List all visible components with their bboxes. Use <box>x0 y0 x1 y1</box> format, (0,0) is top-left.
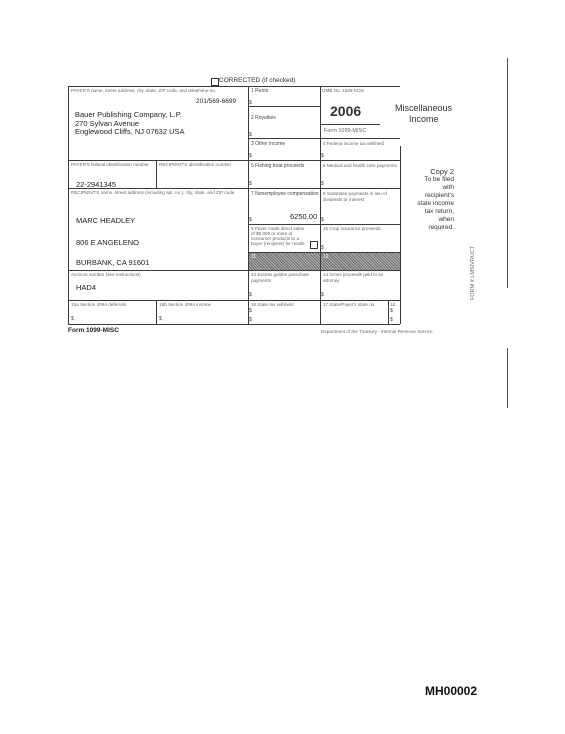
box-2-label: 2 Royalties <box>251 115 276 121</box>
box-15a-label: 15a Section 409A deferrals <box>71 302 127 307</box>
box-13-label: 13 Excess golden parachute payments <box>251 272 309 283</box>
recipient-city: BURBANK, CA 91601 <box>76 258 150 267</box>
misc-line1: Miscellaneous <box>395 103 453 113</box>
box-4-label: 4 Federal income tax withheld <box>323 141 385 146</box>
account-number: HAD4 <box>76 283 97 292</box>
box-8-label: 8 Substitute payments in lieu of dividends or interest <box>323 191 387 202</box>
payer-street: 270 Sylvan Avenue <box>75 119 140 128</box>
box-5-label: 5 Fishing boat proceeds <box>251 163 305 169</box>
payer-fed-id: 22-2941345 <box>76 180 117 189</box>
box-16-dollar-2: $ <box>249 317 252 323</box>
box-3-label: 3 Other income <box>251 141 286 147</box>
tax-year: 2006 <box>330 103 362 119</box>
recipient-id-label: RECIPIENT'S identification number <box>159 162 232 167</box>
payer-name: Bauer Publishing Company, L.P. <box>75 110 182 119</box>
payer-city: Englewood Cliffs, NJ 07632 USA <box>75 127 185 136</box>
box-14-label: 14 Gross proceeds paid to an attorney <box>323 272 384 283</box>
box-15b-label: 15b Section 409A income <box>159 302 212 307</box>
box-15a-dollar: $ <box>71 316 74 322</box>
box-16-label: 16 State tax withheld <box>251 302 294 307</box>
box-1-label: 1 Rents <box>251 88 269 94</box>
payer-fed-id-label: PAYER'S federal identification number <box>71 162 149 167</box>
box-8-dollar: $ <box>321 217 324 223</box>
copy-line2: To be filed <box>424 176 454 183</box>
box-12-shade <box>321 253 400 270</box>
box-7-label: 7 Nonemployee compensation <box>251 191 319 197</box>
box-9-label: 9 Payer made direct sales of $5,000 or more of consumer products to a buyer (recipient) for resale <box>251 226 305 246</box>
box-6-dollar: $ <box>321 181 324 187</box>
form-1099-misc <box>68 86 454 326</box>
corrected-checkbox[interactable] <box>211 78 219 86</box>
copy-line8: required. <box>428 224 454 231</box>
box-18-dollar-2: $ <box>390 317 393 323</box>
bates-number: MH00002 <box>425 684 478 698</box>
recipient-name: MARC HEADLEY <box>76 216 136 225</box>
copy-line7: when <box>438 216 454 223</box>
box-6-label: 6 Medical and health care payments <box>323 163 397 168</box>
box-16-dollar-1: $ <box>249 308 252 314</box>
box-13-dollar: $ <box>249 292 252 298</box>
box-5-dollar: $ <box>249 181 252 187</box>
copy-line5: state income <box>417 200 454 207</box>
copy-line1: Copy 2 <box>430 167 454 176</box>
side-form-code: FORM # LMSIVRUCT <box>470 245 476 300</box>
account-label: Account number (see instructions) <box>71 272 141 277</box>
copy-line3: with <box>442 184 454 191</box>
box-9-checkbox[interactable] <box>310 241 318 249</box>
box-1-dollar: $ <box>249 100 252 106</box>
box-3-dollar: $ <box>249 153 252 159</box>
box-11-label: 11 <box>251 254 257 260</box>
recipient-name-label: RECIPIENT'S name, street address (including apt. no.), city, state, and ZIP code <box>71 190 235 195</box>
box-2-dollar: $ <box>249 132 252 138</box>
right-edge-rule-top <box>507 58 508 288</box>
box-10-label: 10 Crop insurance proceeds <box>323 226 381 231</box>
box-15b-dollar: $ <box>159 316 162 322</box>
box-4-dollar: $ <box>321 153 324 159</box>
misc-line2: Income <box>409 114 439 124</box>
box-14-dollar: $ <box>321 292 324 298</box>
footer-dept: Department of the Treasury - Internal Revenue Service <box>321 329 433 334</box>
box-7-value: 6250.00 <box>290 212 318 221</box>
payer-phone: 201/569-6699 <box>196 98 237 105</box>
box-17-label: 17 State/Payer's state no. <box>323 302 376 307</box>
box-10-dollar: $ <box>321 245 324 251</box>
box-18-dollar-1: $ <box>390 308 393 314</box>
copy-line6: tax return, <box>424 208 454 215</box>
box-18-label: 18 <box>390 302 396 307</box>
footer-form: Form 1099-MISC <box>68 327 119 334</box>
omb-number: OMB No. 1545-0115 <box>322 88 364 93</box>
copy-2-block <box>402 168 454 232</box>
right-edge-rule-bottom <box>507 348 508 408</box>
box-7-dollar: $ <box>249 217 252 223</box>
box-12-label: 12 <box>323 254 329 260</box>
copy-line4: recipient's <box>424 192 454 199</box>
recipient-street: 806 E ANGELENO <box>76 238 139 247</box>
corrected-label: CORRECTED (if checked) <box>219 77 296 84</box>
form-name-title: Form 1099-MISC <box>324 128 367 134</box>
payer-label: PAYER'S name, street address, city, state, ZIP code, and telephone no. <box>71 88 217 93</box>
box-11-shade <box>249 253 320 270</box>
